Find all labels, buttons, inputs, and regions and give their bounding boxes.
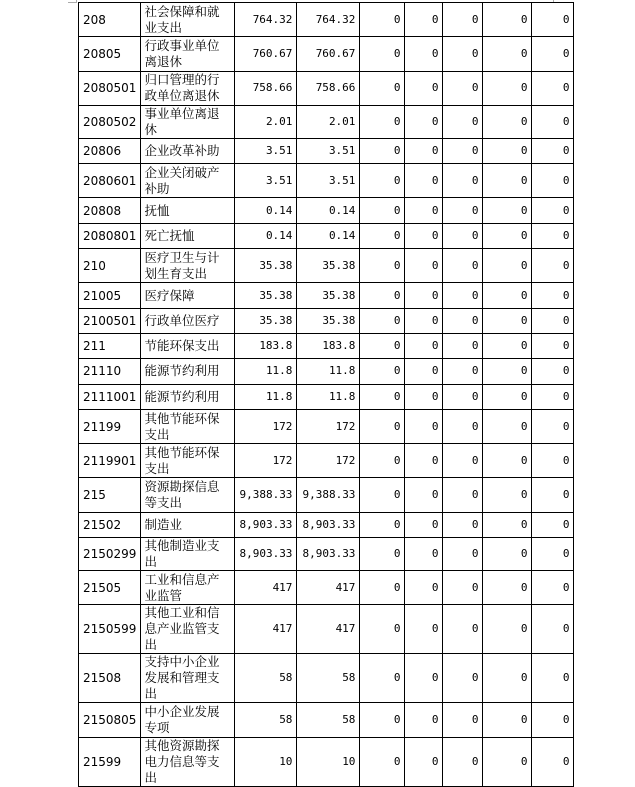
zero-cell: 0: [443, 3, 483, 37]
amount-cell: 35.38: [235, 249, 297, 283]
zero-cell: 0: [443, 444, 483, 478]
name-cell: 支持中小企业发展和管理支出: [141, 654, 235, 703]
zero-cell: 0: [532, 308, 574, 333]
amount-cell: 764.32: [297, 3, 360, 37]
zero-cell: 0: [532, 654, 574, 703]
zero-cell: 0: [443, 249, 483, 283]
zero-cell: 0: [443, 198, 483, 223]
table-row: [79, 512, 574, 537]
zero-cell: 0: [405, 444, 443, 478]
amount-cell: 35.38: [235, 283, 297, 308]
zero-cell: 0: [532, 198, 574, 223]
table-row: [79, 164, 574, 198]
code-cell: 21005: [79, 283, 141, 308]
zero-cell: 0: [360, 71, 405, 105]
zero-cell: 0: [483, 538, 532, 571]
zero-cell: 0: [443, 359, 483, 384]
zero-cell: 0: [405, 198, 443, 223]
name-cell: 制造业: [141, 512, 235, 537]
zero-cell: 0: [483, 333, 532, 358]
name-cell: 事业单位离退休: [141, 105, 235, 138]
zero-cell: 0: [360, 409, 405, 443]
zero-cell: 0: [405, 37, 443, 71]
zero-cell: 0: [443, 512, 483, 537]
name-cell: 其他制造业支出: [141, 538, 235, 571]
amount-cell: 764.32: [235, 3, 297, 37]
amount-cell: 760.67: [297, 37, 360, 71]
table-row: [79, 223, 574, 248]
amount-cell: 10: [297, 737, 360, 786]
zero-cell: 0: [483, 105, 532, 138]
zero-cell: 0: [483, 409, 532, 443]
amount-cell: 2.01: [297, 105, 360, 138]
zero-cell: 0: [483, 138, 532, 163]
code-cell: 2080601: [79, 164, 141, 198]
amount-cell: 8,903.33: [297, 512, 360, 537]
zero-cell: 0: [360, 703, 405, 737]
amount-cell: 417: [297, 571, 360, 605]
table-row: [79, 538, 574, 571]
zero-cell: 0: [405, 308, 443, 333]
zero-cell: 0: [532, 223, 574, 248]
name-cell: 资源勘探信息等支出: [141, 478, 235, 512]
code-cell: 2080801: [79, 223, 141, 248]
amount-cell: 172: [235, 444, 297, 478]
code-cell: 2150299: [79, 538, 141, 571]
code-cell: 2150599: [79, 605, 141, 654]
name-cell: 行政单位医疗: [141, 308, 235, 333]
zero-cell: 0: [405, 605, 443, 654]
zero-cell: 0: [483, 512, 532, 537]
zero-cell: 0: [532, 359, 574, 384]
code-cell: 2100501: [79, 308, 141, 333]
zero-cell: 0: [405, 737, 443, 786]
zero-cell: 0: [532, 3, 574, 37]
zero-cell: 0: [360, 283, 405, 308]
amount-cell: 58: [235, 654, 297, 703]
amount-cell: 758.66: [235, 71, 297, 105]
name-cell: 行政事业单位离退休: [141, 37, 235, 71]
zero-cell: 0: [483, 359, 532, 384]
zero-cell: 0: [443, 308, 483, 333]
code-cell: 210: [79, 249, 141, 283]
zero-cell: 0: [360, 138, 405, 163]
zero-cell: 0: [483, 164, 532, 198]
amount-cell: 3.51: [235, 138, 297, 163]
table-row: [79, 737, 574, 786]
code-cell: 211: [79, 333, 141, 358]
zero-cell: 0: [483, 737, 532, 786]
table-row: [79, 359, 574, 384]
amount-cell: 183.8: [297, 333, 360, 358]
code-cell: 21505: [79, 571, 141, 605]
code-cell: 208: [79, 3, 141, 37]
name-cell: 归口管理的行政单位离退休: [141, 71, 235, 105]
amount-cell: 3.51: [297, 164, 360, 198]
amount-cell: 417: [297, 605, 360, 654]
zero-cell: 0: [532, 249, 574, 283]
zero-cell: 0: [483, 654, 532, 703]
zero-cell: 0: [443, 105, 483, 138]
table-row: [79, 444, 574, 478]
amount-cell: 172: [235, 409, 297, 443]
name-cell: 中小企业发展专项: [141, 703, 235, 737]
zero-cell: 0: [483, 478, 532, 512]
zero-cell: 0: [405, 333, 443, 358]
code-cell: 21110: [79, 359, 141, 384]
zero-cell: 0: [360, 333, 405, 358]
zero-cell: 0: [405, 249, 443, 283]
code-cell: 20806: [79, 138, 141, 163]
code-cell: 2150805: [79, 703, 141, 737]
zero-cell: 0: [405, 71, 443, 105]
table-row: [79, 333, 574, 358]
name-cell: 能源节约利用: [141, 359, 235, 384]
zero-cell: 0: [483, 198, 532, 223]
table-row: [79, 249, 574, 283]
table-row: [79, 37, 574, 71]
code-cell: 2111001: [79, 384, 141, 409]
zero-cell: 0: [443, 283, 483, 308]
zero-cell: 0: [405, 654, 443, 703]
name-cell: 其他资源勘探电力信息等支出: [141, 737, 235, 786]
zero-cell: 0: [532, 71, 574, 105]
amount-cell: 35.38: [297, 249, 360, 283]
zero-cell: 0: [360, 538, 405, 571]
amount-cell: 417: [235, 571, 297, 605]
code-cell: 20805: [79, 37, 141, 71]
zero-cell: 0: [405, 105, 443, 138]
zero-cell: 0: [483, 249, 532, 283]
amount-cell: 0.14: [235, 223, 297, 248]
table-row: [79, 384, 574, 409]
code-cell: 2080501: [79, 71, 141, 105]
zero-cell: 0: [443, 737, 483, 786]
code-cell: 21508: [79, 654, 141, 703]
zero-cell: 0: [532, 605, 574, 654]
zero-cell: 0: [405, 138, 443, 163]
code-cell: 21199: [79, 409, 141, 443]
zero-cell: 0: [532, 478, 574, 512]
zero-cell: 0: [532, 703, 574, 737]
zero-cell: 0: [405, 223, 443, 248]
amount-cell: 58: [297, 703, 360, 737]
amount-cell: 0.14: [235, 198, 297, 223]
zero-cell: 0: [532, 37, 574, 71]
amount-cell: 11.8: [297, 359, 360, 384]
zero-cell: 0: [483, 37, 532, 71]
zero-cell: 0: [443, 703, 483, 737]
name-cell: 工业和信息产业监管: [141, 571, 235, 605]
amount-cell: 35.38: [297, 308, 360, 333]
expenditure-table: [78, 2, 574, 787]
zero-cell: 0: [443, 333, 483, 358]
zero-cell: 0: [532, 571, 574, 605]
zero-cell: 0: [532, 538, 574, 571]
zero-cell: 0: [532, 164, 574, 198]
name-cell: 医疗卫生与计划生育支出: [141, 249, 235, 283]
zero-cell: 0: [532, 138, 574, 163]
amount-cell: 0.14: [297, 223, 360, 248]
name-cell: 能源节约利用: [141, 384, 235, 409]
zero-cell: 0: [483, 384, 532, 409]
amount-cell: 172: [297, 409, 360, 443]
amount-cell: 3.51: [235, 164, 297, 198]
zero-cell: 0: [532, 105, 574, 138]
amount-cell: 35.38: [297, 283, 360, 308]
amount-cell: 8,903.33: [297, 538, 360, 571]
zero-cell: 0: [483, 308, 532, 333]
zero-cell: 0: [360, 164, 405, 198]
table-row: [79, 703, 574, 737]
zero-cell: 0: [483, 71, 532, 105]
amount-cell: 58: [235, 703, 297, 737]
amount-cell: 58: [297, 654, 360, 703]
zero-cell: 0: [443, 138, 483, 163]
zero-cell: 0: [443, 409, 483, 443]
amount-cell: 9,388.33: [235, 478, 297, 512]
table-row: [79, 654, 574, 703]
zero-cell: 0: [532, 384, 574, 409]
amount-cell: 11.8: [235, 359, 297, 384]
amount-cell: 172: [297, 444, 360, 478]
zero-cell: 0: [483, 223, 532, 248]
table-row: [79, 198, 574, 223]
zero-cell: 0: [360, 478, 405, 512]
zero-cell: 0: [360, 605, 405, 654]
amount-cell: 417: [235, 605, 297, 654]
zero-cell: 0: [443, 571, 483, 605]
zero-cell: 0: [360, 444, 405, 478]
zero-cell: 0: [443, 384, 483, 409]
zero-cell: 0: [443, 223, 483, 248]
name-cell: 抚恤: [141, 198, 235, 223]
zero-cell: 0: [405, 571, 443, 605]
table-row: [79, 478, 574, 512]
amount-cell: 758.66: [297, 71, 360, 105]
zero-cell: 0: [405, 512, 443, 537]
table-row: [79, 605, 574, 654]
code-cell: 2080502: [79, 105, 141, 138]
zero-cell: 0: [360, 223, 405, 248]
table-row: [79, 105, 574, 138]
zero-cell: 0: [443, 538, 483, 571]
table-row: [79, 71, 574, 105]
zero-cell: 0: [532, 333, 574, 358]
zero-cell: 0: [483, 283, 532, 308]
zero-cell: 0: [360, 384, 405, 409]
zero-cell: 0: [483, 444, 532, 478]
name-cell: 节能环保支出: [141, 333, 235, 358]
zero-cell: 0: [405, 164, 443, 198]
name-cell: 其他节能环保支出: [141, 409, 235, 443]
name-cell: 死亡抚恤: [141, 223, 235, 248]
zero-cell: 0: [405, 478, 443, 512]
page-corner-mark: [68, 0, 77, 3]
amount-cell: 8,903.33: [235, 512, 297, 537]
amount-cell: 760.67: [235, 37, 297, 71]
amount-cell: 9,388.33: [297, 478, 360, 512]
zero-cell: 0: [483, 3, 532, 37]
amount-cell: 3.51: [297, 138, 360, 163]
zero-cell: 0: [405, 283, 443, 308]
zero-cell: 0: [405, 359, 443, 384]
name-cell: 其他工业和信息产业监管支出: [141, 605, 235, 654]
table-row: [79, 308, 574, 333]
zero-cell: 0: [405, 538, 443, 571]
zero-cell: 0: [483, 605, 532, 654]
table-row: [79, 571, 574, 605]
table-row: [79, 283, 574, 308]
name-cell: 企业改革补助: [141, 138, 235, 163]
amount-cell: 183.8: [235, 333, 297, 358]
code-cell: 2119901: [79, 444, 141, 478]
zero-cell: 0: [443, 605, 483, 654]
zero-cell: 0: [360, 359, 405, 384]
zero-cell: 0: [443, 71, 483, 105]
zero-cell: 0: [360, 37, 405, 71]
table-row: [79, 3, 574, 37]
zero-cell: 0: [483, 703, 532, 737]
amount-cell: 0.14: [297, 198, 360, 223]
zero-cell: 0: [360, 571, 405, 605]
zero-cell: 0: [405, 3, 443, 37]
zero-cell: 0: [443, 654, 483, 703]
amount-cell: 35.38: [235, 308, 297, 333]
code-cell: 215: [79, 478, 141, 512]
code-cell: 21599: [79, 737, 141, 786]
zero-cell: 0: [532, 512, 574, 537]
name-cell: 医疗保障: [141, 283, 235, 308]
zero-cell: 0: [360, 308, 405, 333]
zero-cell: 0: [360, 654, 405, 703]
zero-cell: 0: [360, 198, 405, 223]
zero-cell: 0: [483, 571, 532, 605]
zero-cell: 0: [405, 409, 443, 443]
name-cell: 社会保障和就业支出: [141, 3, 235, 37]
amount-cell: 11.8: [297, 384, 360, 409]
code-cell: 21502: [79, 512, 141, 537]
zero-cell: 0: [532, 283, 574, 308]
zero-cell: 0: [360, 737, 405, 786]
code-cell: 20808: [79, 198, 141, 223]
amount-cell: 2.01: [235, 105, 297, 138]
zero-cell: 0: [405, 703, 443, 737]
table-row: [79, 138, 574, 163]
zero-cell: 0: [360, 512, 405, 537]
amount-cell: 8,903.33: [235, 538, 297, 571]
zero-cell: 0: [405, 384, 443, 409]
zero-cell: 0: [360, 249, 405, 283]
zero-cell: 0: [443, 164, 483, 198]
table-row: [79, 409, 574, 443]
zero-cell: 0: [443, 478, 483, 512]
amount-cell: 11.8: [235, 384, 297, 409]
zero-cell: 0: [532, 444, 574, 478]
amount-cell: 10: [235, 737, 297, 786]
name-cell: 企业关闭破产补助: [141, 164, 235, 198]
zero-cell: 0: [360, 3, 405, 37]
zero-cell: 0: [443, 37, 483, 71]
zero-cell: 0: [360, 105, 405, 138]
zero-cell: 0: [532, 737, 574, 786]
zero-cell: 0: [532, 409, 574, 443]
name-cell: 其他节能环保支出: [141, 444, 235, 478]
